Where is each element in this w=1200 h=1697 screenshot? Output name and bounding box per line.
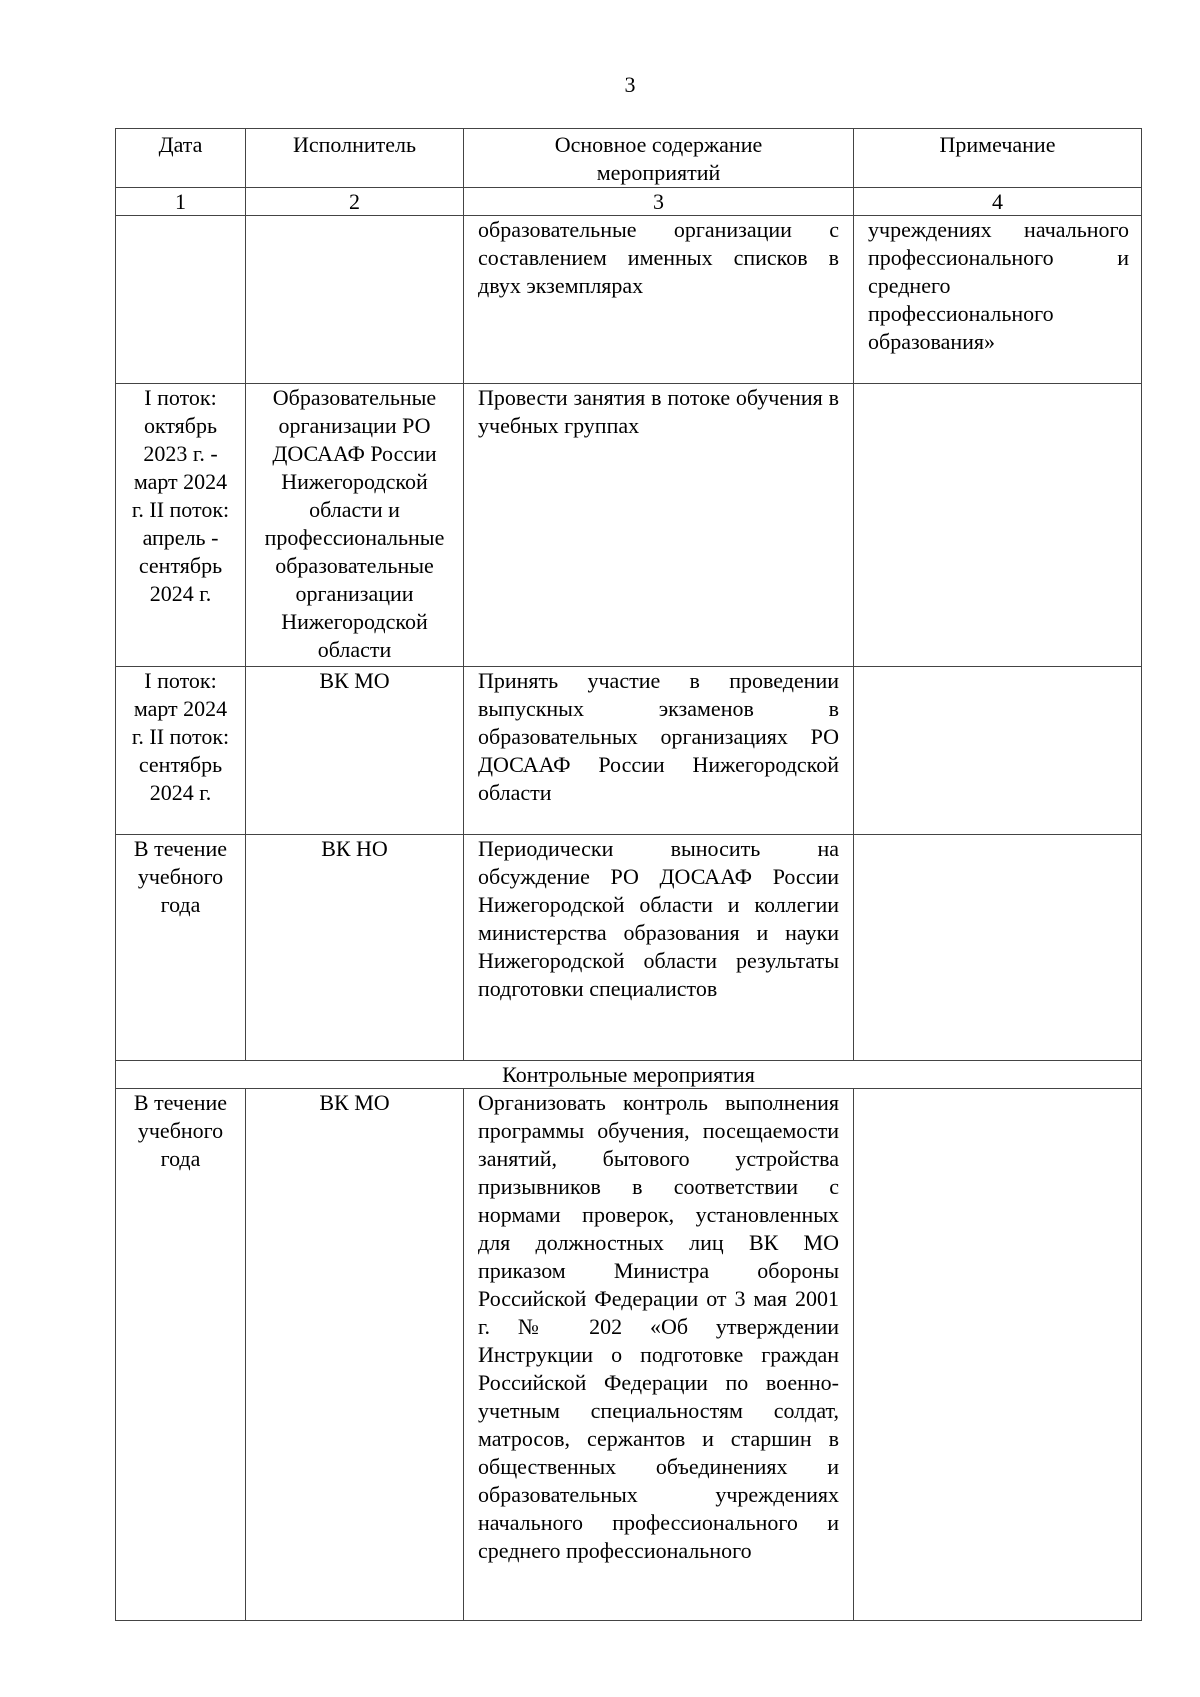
column-number: 2: [246, 188, 464, 216]
section-title: Контрольные мероприятия: [116, 1061, 1142, 1089]
executor-cell: ВК МО: [246, 1089, 464, 1621]
date-cell: I поток: октябрь 2023 г. - март 2024 г. II поток: апрель - сентябрь 2024 г.: [116, 384, 246, 667]
column-number: 1: [116, 188, 246, 216]
executor-cell: ВК НО: [246, 835, 464, 1061]
note-cell: [854, 384, 1142, 667]
header-note: Примечание: [854, 129, 1142, 188]
note-cell: [854, 1089, 1142, 1621]
column-number-row: [116, 188, 1142, 216]
content-cell: Принять участие в проведении выпускных экзаменов в образовательных организациях РО ДОСААФ России Нижегородской области: [464, 667, 854, 835]
date-cell: В течение учебного года: [116, 835, 246, 1061]
note-cell: [854, 835, 1142, 1061]
content-cell: Организовать контроль выполнения программы обучения, посещаемости занятий, бытового устройства призывников в соответствии с нормами проверок, установленных для должностных лиц ВК МО приказом Министра обороны Российской Федерации от 3 мая 2001 г. № 202 «Об утверждении Инструкции о подготовке граждан Российской Федерации по военно-учетным специальностям солдат, матросов, сержантов и старшин в общественных объединениях и образовательных учреждениях начального профессионального и среднего профессионального: [464, 1089, 854, 1621]
table-row: [116, 384, 1142, 667]
section-row: [116, 1061, 1142, 1089]
table-row: [116, 216, 1142, 384]
table-row: [116, 835, 1142, 1061]
note-cell: [854, 667, 1142, 835]
column-number: 3: [464, 188, 854, 216]
date-cell: [116, 216, 246, 384]
table-header-row: [116, 129, 1142, 188]
header-date: Дата: [116, 129, 246, 188]
table-row: [116, 667, 1142, 835]
executor-cell: ВК МО: [246, 667, 464, 835]
content-cell: Периодически выносить на обсуждение РО ДОСААФ России Нижегородской области и коллегии министерства образования и науки Нижегородской области результаты подготовки специалистов: [464, 835, 854, 1061]
executor-cell: Образовательные организации РО ДОСААФ России Нижегородской области и профессиональные образовательные организации Нижегородской области: [246, 384, 464, 667]
event-plan-table: [115, 128, 1142, 1621]
header-content: Основное содержание мероприятий: [464, 129, 854, 188]
date-cell: I поток: март 2024 г. II поток: сентябрь 2024 г.: [116, 667, 246, 835]
page-number: 3: [624, 72, 636, 97]
date-cell: В течение учебного года: [116, 1089, 246, 1621]
executor-cell: [246, 216, 464, 384]
content-cell: Провести занятия в потоке обучения в учебных группах: [464, 384, 854, 667]
header-executor: Исполнитель: [246, 129, 464, 188]
table-row: [116, 1089, 1142, 1621]
column-number: 4: [854, 188, 1142, 216]
note-cell: учреждениях начального профессионального и среднего профессионального образования»: [854, 216, 1142, 384]
content-cell: образовательные организации с составлением именных списков в двух экземплярах: [464, 216, 854, 384]
